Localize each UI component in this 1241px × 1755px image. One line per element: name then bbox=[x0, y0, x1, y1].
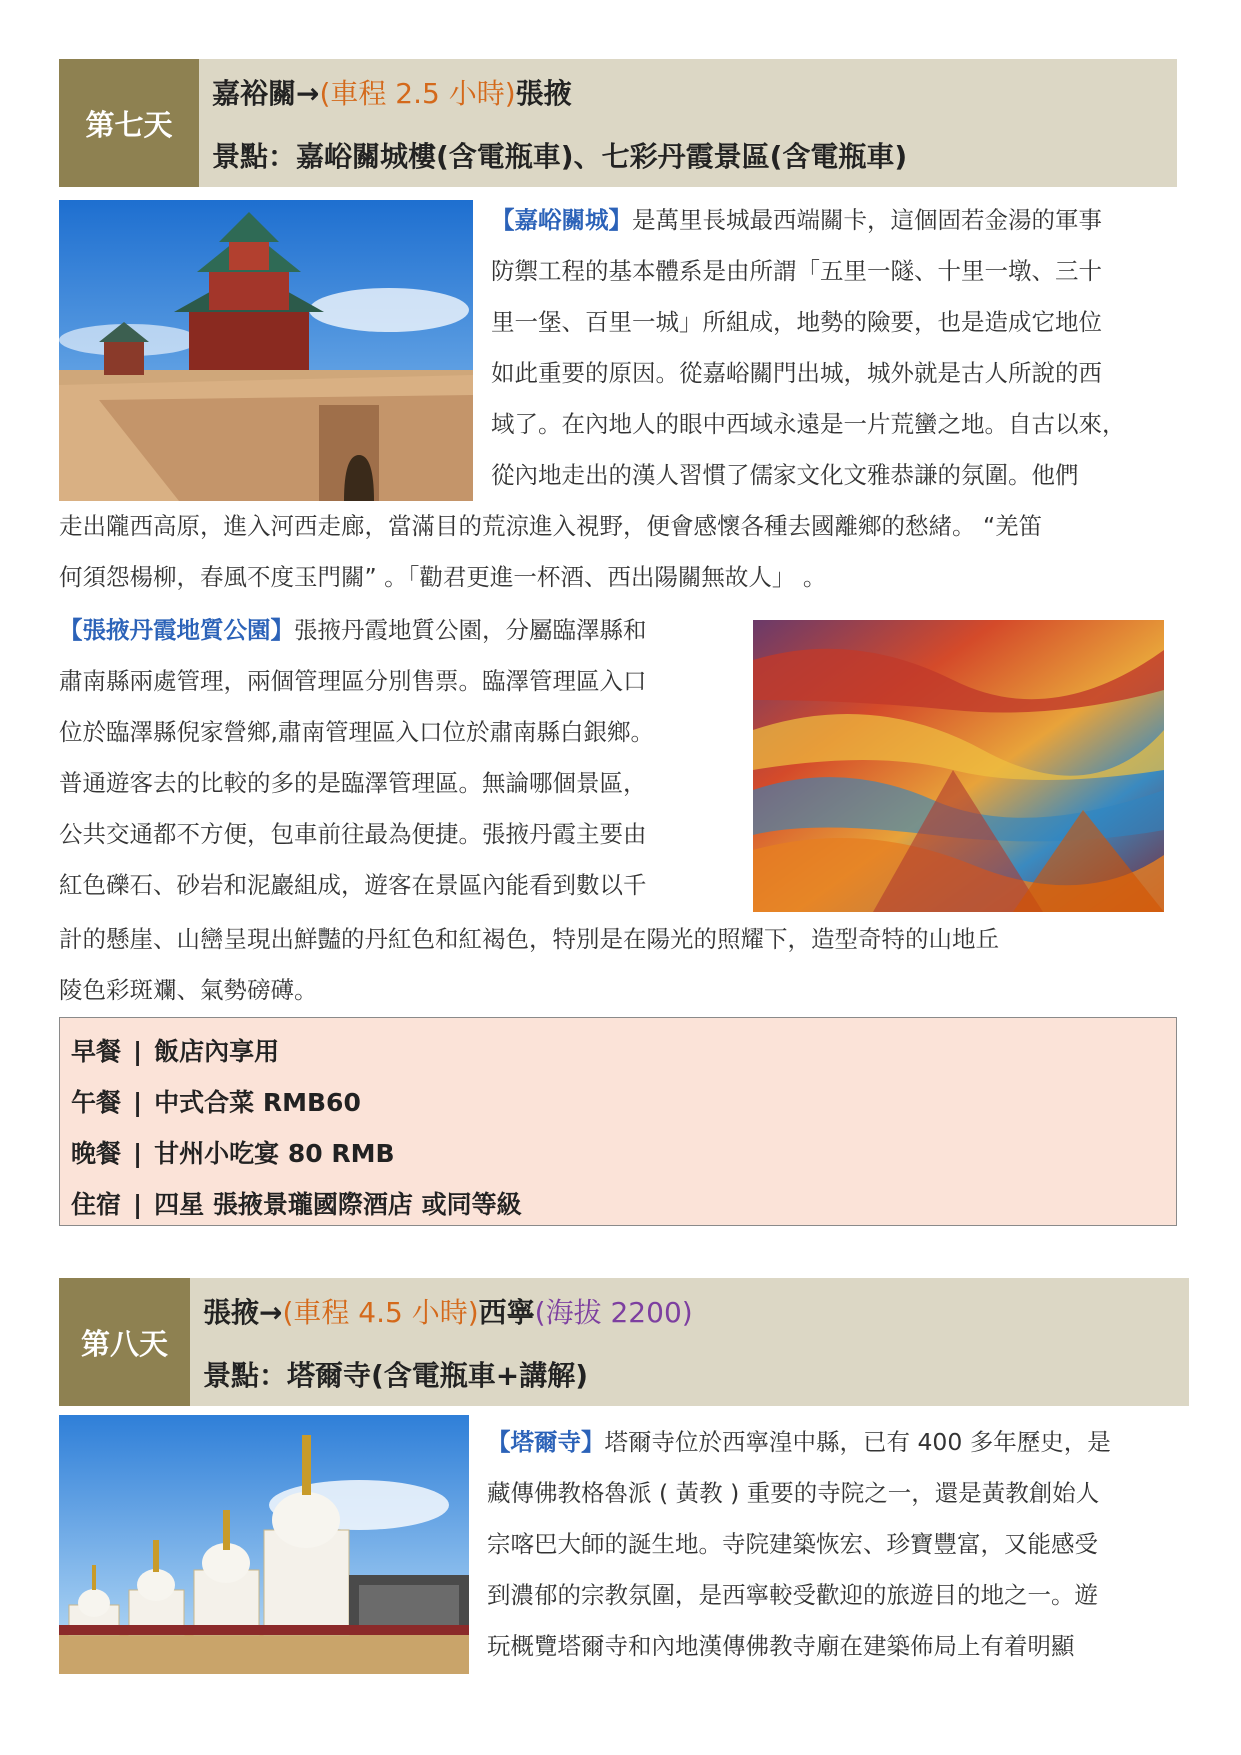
meal-breakfast: 早餐 | 飯店內享用 bbox=[71, 1037, 280, 1066]
taer-line-5: 玩概覽塔爾寺和內地漢傳佛教寺廟在建築佈局上有着明顯 bbox=[487, 1632, 1075, 1660]
meal-lunch: 午餐 | 中式合菜 RMB60 bbox=[71, 1088, 361, 1117]
jiayuguan-line-7: 走出隴西高原，進入河西走廊，當滿目的荒涼進入視野，便會感懷各種去國離鄉的愁緒。 “羌笛 bbox=[59, 512, 1043, 540]
taer-tag: 【塔爾寺】 bbox=[487, 1428, 605, 1456]
jiayuguan-line-3: 里一堡、百里一城」所組成，地勢的險要，也是造成它地位 bbox=[491, 308, 1102, 336]
day7-label: 第七天 bbox=[59, 59, 199, 187]
day8-header bbox=[59, 1278, 1189, 1406]
jiayuguan-text-full bbox=[59, 501, 1179, 603]
taer-photo bbox=[59, 1415, 469, 1674]
day8-route-from: 張掖→ bbox=[203, 1296, 283, 1329]
danxia-photo bbox=[753, 620, 1164, 912]
jiayuguan-line-8: 何須怨楊柳，春風不度玉門關” 。「勸君更進一杯酒、西出陽關無故人」 。 bbox=[59, 563, 827, 591]
day8-route bbox=[203, 1291, 693, 1331]
meal-lodging: 住宿 | 四星 張掖景瓏國際酒店 或同等級 bbox=[71, 1190, 522, 1219]
day7-route-drive: (車程 2.5 小時) bbox=[319, 77, 516, 110]
danxia-line-3: 位於臨澤縣倪家營鄉,肅南管理區入口位於肅南縣白銀鄉。 bbox=[59, 718, 654, 746]
jiayuguan-photo bbox=[59, 200, 473, 501]
danxia-line-4: 普通遊客去的比較的多的是臨澤管理區。無論哪個景區， bbox=[59, 769, 647, 797]
danxia-line-6: 紅色礫石、砂岩和泥巖組成，遊客在景區內能看到數以千 bbox=[59, 871, 647, 899]
jiayuguan-line-5: 域了。在內地人的眼中西域永遠是一片荒蠻之地。自古以來， bbox=[491, 410, 1126, 438]
taer-line-3: 宗喀巴大師的誕生地。寺院建築恢宏、珍寶豐富，又能感受 bbox=[487, 1530, 1098, 1558]
danxia-line-5: 公共交通都不方便，包車前往最為便捷。張掖丹霞主要由 bbox=[59, 820, 647, 848]
danxia-text-full bbox=[59, 914, 1179, 1016]
jiayuguan-text bbox=[491, 195, 1175, 501]
day8-route-drive: (車程 4.5 小時) bbox=[282, 1296, 479, 1329]
taer-text bbox=[487, 1417, 1177, 1672]
day8-route-altitude: (海拔 2200) bbox=[534, 1296, 693, 1329]
day7-route-from: 嘉裕關→ bbox=[212, 77, 320, 110]
danxia-line-1: 【張掖丹霞地質公園】張掖丹霞地質公園，分屬臨澤縣和 bbox=[59, 616, 647, 644]
danxia-line-2: 肅南縣兩處管理，兩個管理區分別售票。臨澤管理區入口 bbox=[59, 667, 647, 695]
taer-line-4: 到濃郁的宗教氛圍，是西寧較受歡迎的旅遊目的地之一。遊 bbox=[487, 1581, 1098, 1609]
jiayuguan-tag: 【嘉峪關城】 bbox=[491, 206, 632, 234]
day8-route-to: 西寧 bbox=[478, 1296, 535, 1329]
jiayuguan-line-4: 如此重要的原因。從嘉峪關門出城，城外就是古人所說的西 bbox=[491, 359, 1102, 387]
danxia-text bbox=[59, 605, 735, 911]
taer-line-1: 【塔爾寺】塔爾寺位於西寧湟中縣，已有 400 多年歷史，是 bbox=[487, 1428, 1111, 1456]
danxia-line-7: 計的懸崖、山巒呈現出鮮豔的丹紅色和紅褐色，特別是在陽光的照耀下，造型奇特的山地丘 bbox=[59, 925, 999, 953]
meal-dinner: 晚餐 | 甘州小吃宴 80 RMB bbox=[71, 1139, 395, 1168]
day8-label: 第八天 bbox=[59, 1278, 190, 1406]
day7-route bbox=[212, 72, 572, 112]
jiayuguan-line-6: 從內地走出的漢人習慣了儒家文化文雅恭謙的氛圍。他們 bbox=[491, 461, 1079, 489]
jiayuguan-line-1: 【嘉峪關城】是萬里長城最西端關卡，這個固若金湯的軍事 bbox=[491, 206, 1102, 234]
danxia-tag: 【張掖丹霞地質公園】 bbox=[59, 616, 294, 644]
day7-spots: 景點：嘉峪關城樓(含電瓶車)、七彩丹霞景區(含電瓶車) bbox=[212, 140, 908, 173]
day7-meals-box bbox=[59, 1017, 1177, 1226]
day7-route-to: 張掖 bbox=[515, 77, 572, 110]
day8-spots: 景點：塔爾寺(含電瓶車+講解) bbox=[203, 1359, 589, 1392]
day7-header bbox=[59, 59, 1177, 187]
jiayuguan-line-2: 防禦工程的基本體系是由所謂「五里一隧、十里一墩、三十 bbox=[491, 257, 1102, 285]
danxia-line-8: 陵色彩斑斕、氣勢磅礡。 bbox=[59, 976, 318, 1004]
taer-line-2: 藏傳佛教格魯派 ( 黃教 ) 重要的寺院之一，還是黃教創始人 bbox=[487, 1479, 1100, 1507]
